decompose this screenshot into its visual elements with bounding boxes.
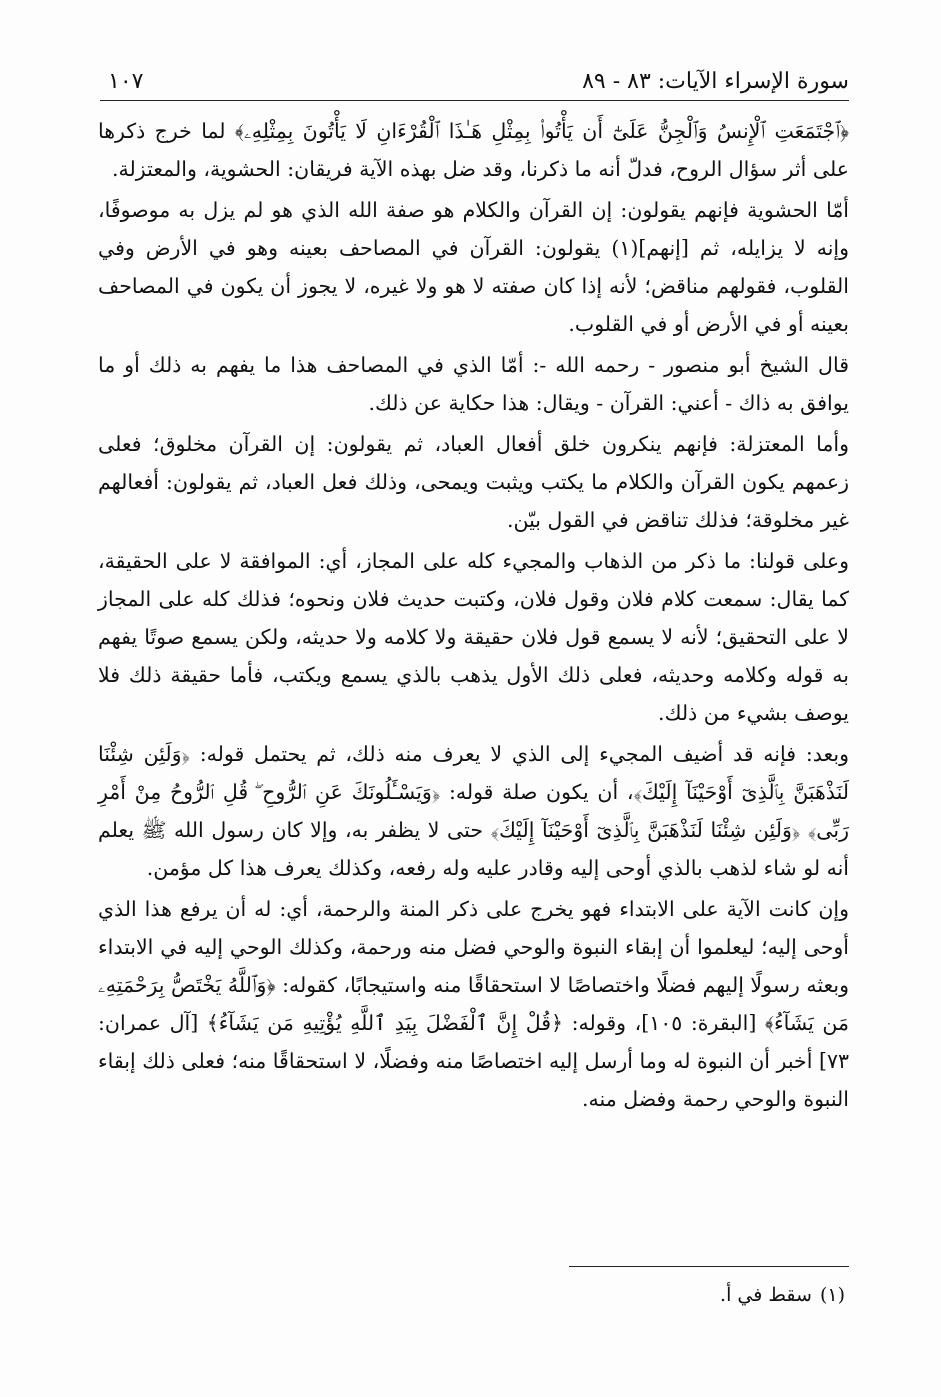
surah-title: سورة الإسراء الآيات: ٨٣ - ٨٩ xyxy=(582,69,849,94)
paragraph: وإن كانت الآية على الابتداء فهو يخرج على ذكر المنة والرحمة، أي: له أن يرفع هذا الذي أوحى إليه؛ ليعلموا أن إبقاء النبوة والوحي فضل منه ورحمة، وكذلك الوحي إليه في الابتداء وبعثه رسولًا إليهم فضلًا واختصاصًا لا استحقاقًا منه واستيجابًا، كقوله: ﴿وَٱللَّهُ يَخْتَصُّ بِرَحْمَتِهِۦ مَن يَشَآءُ﴾ [البقرة: ١٠٥]، وقوله: ﴿قُلْ إِنَّ ٱلْفَضْلَ بِيَدِ ٱللَّهِ يُؤْتِيهِ مَن يَشَآءُ﴾ [آل عمران: ٧٣] أخبر أن النبوة له وما أرسل إليه اختصاصًا منه وفضلًا، لا استحقاقًا منه؛ فعلى ذلك إبقاء النبوة والوحي رحمة وفضل منه. xyxy=(98,897,849,1111)
paragraph: وعلى قولنا: ما ذكر من الذهاب والمجيء كله على المجاز، أي: الموافقة لا على الحقيقة، كما يقال: سمعت كلام فلان وقول فلان، وكتبت حديث فلان ونحوه؛ فذلك كله على المجاز لا على التحقيق؛ لأنه لا يسمع قول فلان حقيقة ولا كلامه ولا حديثه، ولكن يسمع صوتًا يفهم به قوله وكلامه وحديثه، فعلى ذلك الأول يذهب بالذي يسمع ويكتب، فأما حقيقة ذلك فلا يوصف بشيء من ذلك. xyxy=(98,549,849,725)
paragraph: أمّا الحشوية فإنهم يقولون: إن القرآن والكلام هو صفة الله الذي هو لم يزل به موصوفًا، وإنه لا يزايله، ثم [إنهم](١) يقولون: القرآن في المصاحف بعينه وهو في الأرض وفي القلوب، فقولهم مناقض؛ لأنه إذا كان صفته لا هو ولا غيره، لا يجوز أن يكون في المصاحف بعينه أو في الأرض أو في القلوب. xyxy=(98,198,849,336)
page-header xyxy=(108,58,849,94)
footnote-text: سقط في أ. xyxy=(720,1284,812,1306)
footnote-marker: (١) xyxy=(819,1284,845,1306)
page-number: ١٠٧ xyxy=(108,69,144,94)
footnote xyxy=(712,1284,845,1306)
paragraph: وبعد: فإنه قد أضيف المجيء إلى الذي لا يعرف منه ذلك، ثم يحتمل قوله: ﴿وَلَئِن شِئْنَا لَنَذْهَبَنَّ بِٱلَّذِىٓ أَوْحَيْنَآ إِلَيْكَ﴾، أن يكون صلة قوله: ﴿وَيَسْـَٔلُونَكَ عَنِ ٱلرُّوحِ ۖ قُلِ ٱلرُّوحُ مِنْ أَمْرِ رَبِّى﴾ ﴿وَلَئِن شِئْنَا لَنَذْهَبَنَّ بِٱلَّذِىٓ أَوْحَيْنَآ إِلَيْكَ﴾ حتى لا يظفر به، وإلا كان رسول الله ﷺ يعلم أنه لو شاء لذهب بالذي أوحى إليه وقادر عليه وله رفعه، وكذلك يعرف هذا كل مؤمن. xyxy=(98,742,849,880)
main-text xyxy=(98,112,849,1118)
paragraph: قال الشيخ أبو منصور - رحمه الله -: أمّا الذي في المصاحف هذا ما يفهم به ذلك أو ما يوافق به ذاك - أعني: القرآن - ويقال: هذا حكاية عن ذلك. xyxy=(98,353,849,415)
header-divider xyxy=(100,100,849,101)
footnote-divider xyxy=(569,1266,849,1267)
paragraph: وأما المعتزلة: فإنهم ينكرون خلق أفعال العباد، ثم يقولون: إن القرآن مخلوق؛ فعلى زعمهم يكون القرآن والكلام ما يكتب ويثبت ويمحى، وذلك فعل العباد، ثم يقولون: أفعالهم غير مخلوقة؛ فذلك تناقض في القول بيّن. xyxy=(98,432,849,532)
paragraph: ﴿ٱجْتَمَعَتِ ٱلْإِنسُ وَٱلْجِنُّ عَلَىٰٓ أَن يَأْتُوا۟ بِمِثْلِ هَـٰذَا ٱلْقُرْءَانِ لَا يَأْتُونَ بِمِثْلِهِۦ﴾ لما خرج ذكرها على أثر سؤال الروح، فدلّ أنه ما ذكرنا، وقد ضل بهذه الآية فريقان: الحشوية، والمعتزلة. xyxy=(98,119,849,181)
